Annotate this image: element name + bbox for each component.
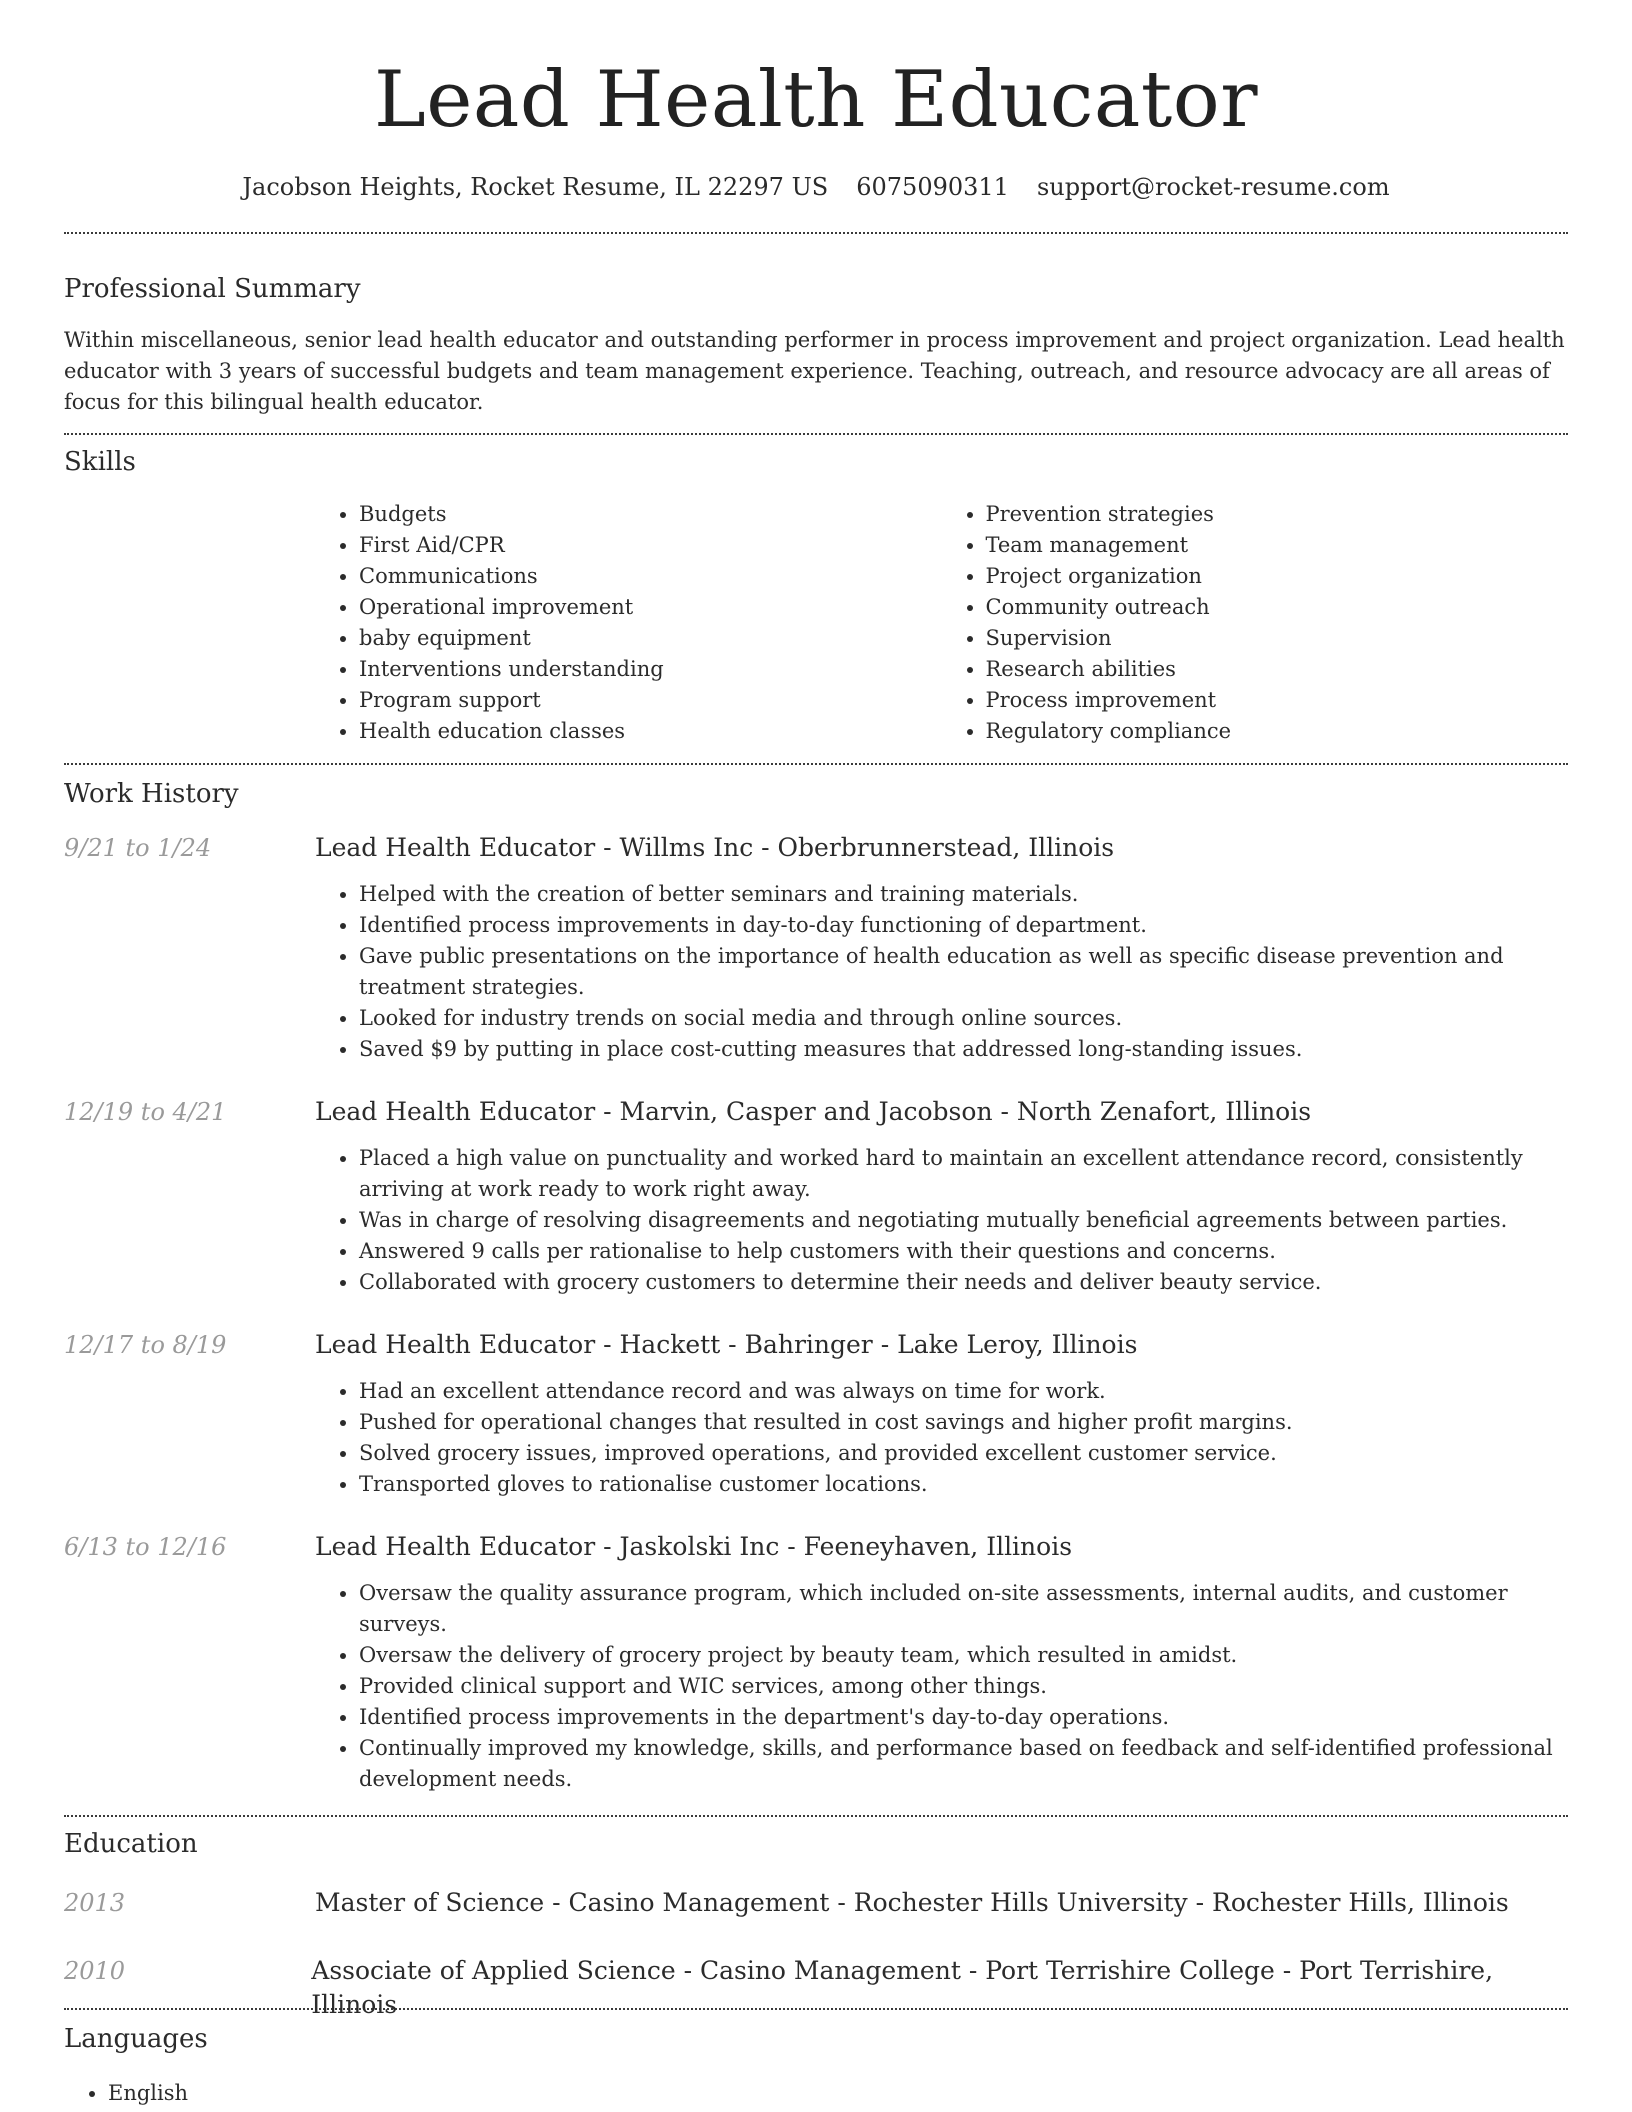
job-date: 9/21 to 1/24 (64, 834, 212, 862)
skill-item: • Project organization (986, 561, 1569, 592)
contact-address: Jacobson Heights, Rocket Resume, IL 22297 US (242, 173, 829, 201)
divider (64, 763, 1568, 765)
skill-item: • Communications (359, 561, 942, 592)
job-bullet: • Continually improved my knowledge, skills, and performance based on feedback and self-identified professional development needs. (359, 1733, 1568, 1795)
education-school: - Rochester Hills University - Rochester Hills, Illinois (829, 1888, 1509, 1917)
section-title-summary: Professional Summary (64, 274, 361, 304)
job-body (315, 1095, 1568, 1298)
summary-text: Within miscellaneous, senior lead health educator and outstanding performer in process improvement and project organization. Lead health educator with 3 years of successful budgets and team management experience. Teaching, outreach, and resource advocacy are all areas of focus for this bilingual health educator. (64, 328, 1565, 414)
education-text (315, 1886, 1509, 1920)
job-title: Lead Health Educator - Jaskolski Inc - Feeneyhaven, Illinois (315, 1532, 1073, 1561)
job-bullet: • Had an excellent attendance record and was always on time for work. (359, 1376, 1568, 1407)
skill-item: • Research abilities (986, 654, 1569, 685)
education-school: - Port Terrishire College - Port Terrishire, Illinois (311, 1956, 1494, 2019)
education-date: 2013 (64, 1889, 126, 1917)
section-title-skills: Skills (64, 447, 136, 477)
skill-item: • Health education classes (359, 716, 942, 747)
job-bullet: • Collaborated with grocery customers to determine their needs and deliver beauty service. (359, 1267, 1568, 1298)
divider (64, 433, 1568, 435)
job-bullet: • Saved $9 by putting in place cost-cutting measures that addressed long-standing issues. (359, 1034, 1568, 1065)
job-title: Lead Health Educator - Hackett - Bahringer - Lake Leroy, Illinois (315, 1330, 1138, 1359)
education-degree: Associate of Applied Science - Casino Management (311, 1956, 961, 1985)
skills-column-right (942, 499, 1569, 747)
job-bullet: • Identified process improvements in day-to-day functioning of department. (359, 910, 1568, 941)
education-entry (64, 1886, 1568, 1920)
skill-item: • Supervision (986, 623, 1569, 654)
job-bullet: • Transported gloves to rationalise customer locations. (359, 1469, 1568, 1500)
job-bullet: • Gave public presentations on the importance of health education as well as specific disease prevention and treatment strategies. (359, 941, 1568, 1003)
skill-item: • Community outreach (986, 592, 1569, 623)
section-title-languages: Languages (64, 2024, 208, 2054)
resume-page (64, 0, 1568, 2109)
job-body (315, 831, 1568, 1065)
divider (64, 1815, 1568, 1817)
job-bullet: • Helped with the creation of better seminars and training materials. (359, 879, 1568, 910)
job-bullets (315, 1143, 1568, 1298)
education-text (311, 1954, 1568, 2019)
contact-phone: 6075090311 (856, 173, 1009, 201)
job-bullet: • Was in charge of resolving disagreements and negotiating mutually beneficial agreements between parties. (359, 1205, 1568, 1236)
divider (64, 2008, 1568, 2010)
contact-email: support@rocket-resume.com (1036, 173, 1390, 201)
job-bullet: • Oversaw the delivery of grocery project by beauty team, which resulted in amidst. (359, 1640, 1568, 1671)
skills-column-left (315, 499, 942, 747)
skill-item: • First Aid/CPR (359, 530, 942, 561)
job-bullet: • Provided clinical support and WIC services, among other things. (359, 1671, 1568, 1702)
skills-list (315, 499, 1568, 747)
job-bullets (315, 1578, 1568, 1795)
job-entry (64, 1095, 1568, 1298)
job-date: 12/19 to 4/21 (64, 1098, 227, 1126)
job-bullet: • Looked for industry trends on social media and through online sources. (359, 1003, 1568, 1034)
job-bullets (315, 1376, 1568, 1500)
job-bullet: • Identified process improvements in the department's day-to-day operations. (359, 1702, 1568, 1733)
skill-item: • Team management (986, 530, 1569, 561)
job-title: Lead Health Educator - Marvin, Casper and Jacobson - North Zenafort, Illinois (315, 1097, 1312, 1126)
job-body (315, 1530, 1568, 1795)
skill-item: • Prevention strategies (986, 499, 1569, 530)
section-title-work-history: Work History (64, 779, 239, 809)
skill-item: • Operational improvement (359, 592, 942, 623)
job-bullet: • Solved grocery issues, improved operations, and provided excellent customer service. (359, 1438, 1568, 1469)
language-item: • English (108, 2078, 1568, 2109)
job-date: 6/13 to 12/16 (64, 1533, 227, 1561)
languages-list (64, 2078, 1568, 2109)
skill-item: • Process improvement (986, 685, 1569, 716)
job-bullet: • Pushed for operational changes that resulted in cost savings and higher profit margins. (359, 1407, 1568, 1438)
education-date: 2010 (64, 1957, 126, 1985)
education-entry (64, 1954, 1568, 2019)
job-bullet: • Placed a high value on punctuality and worked hard to maintain an excellent attendance record, consistently arriving at work ready to work right away. (359, 1143, 1568, 1205)
section-title-education: Education (64, 1829, 198, 1859)
skill-item: • Budgets (359, 499, 942, 530)
job-bullet: • Answered 9 calls per rationalise to help customers with their questions and concerns. (359, 1236, 1568, 1267)
skill-item: • baby equipment (359, 623, 942, 654)
job-date: 12/17 to 8/19 (64, 1331, 227, 1359)
divider (64, 232, 1568, 234)
job-bullet: • Oversaw the quality assurance program, which included on-site assessments, internal audits, and customer surveys. (359, 1578, 1568, 1640)
education-degree: Master of Science - Casino Management (315, 1888, 830, 1917)
job-bullets (315, 879, 1568, 1065)
job-entry (64, 1328, 1568, 1500)
skill-item: • Program support (359, 685, 942, 716)
skill-item: • Regulatory compliance (986, 716, 1569, 747)
skill-item: • Interventions understanding (359, 654, 942, 685)
job-entry (64, 1530, 1568, 1795)
resume-name: Lead Health Educator (373, 55, 1259, 145)
job-entry (64, 831, 1568, 1065)
job-body (315, 1328, 1568, 1500)
job-title: Lead Health Educator - Willms Inc - Oberbrunnerstead, Illinois (315, 833, 1115, 862)
contact-line (64, 170, 1568, 204)
